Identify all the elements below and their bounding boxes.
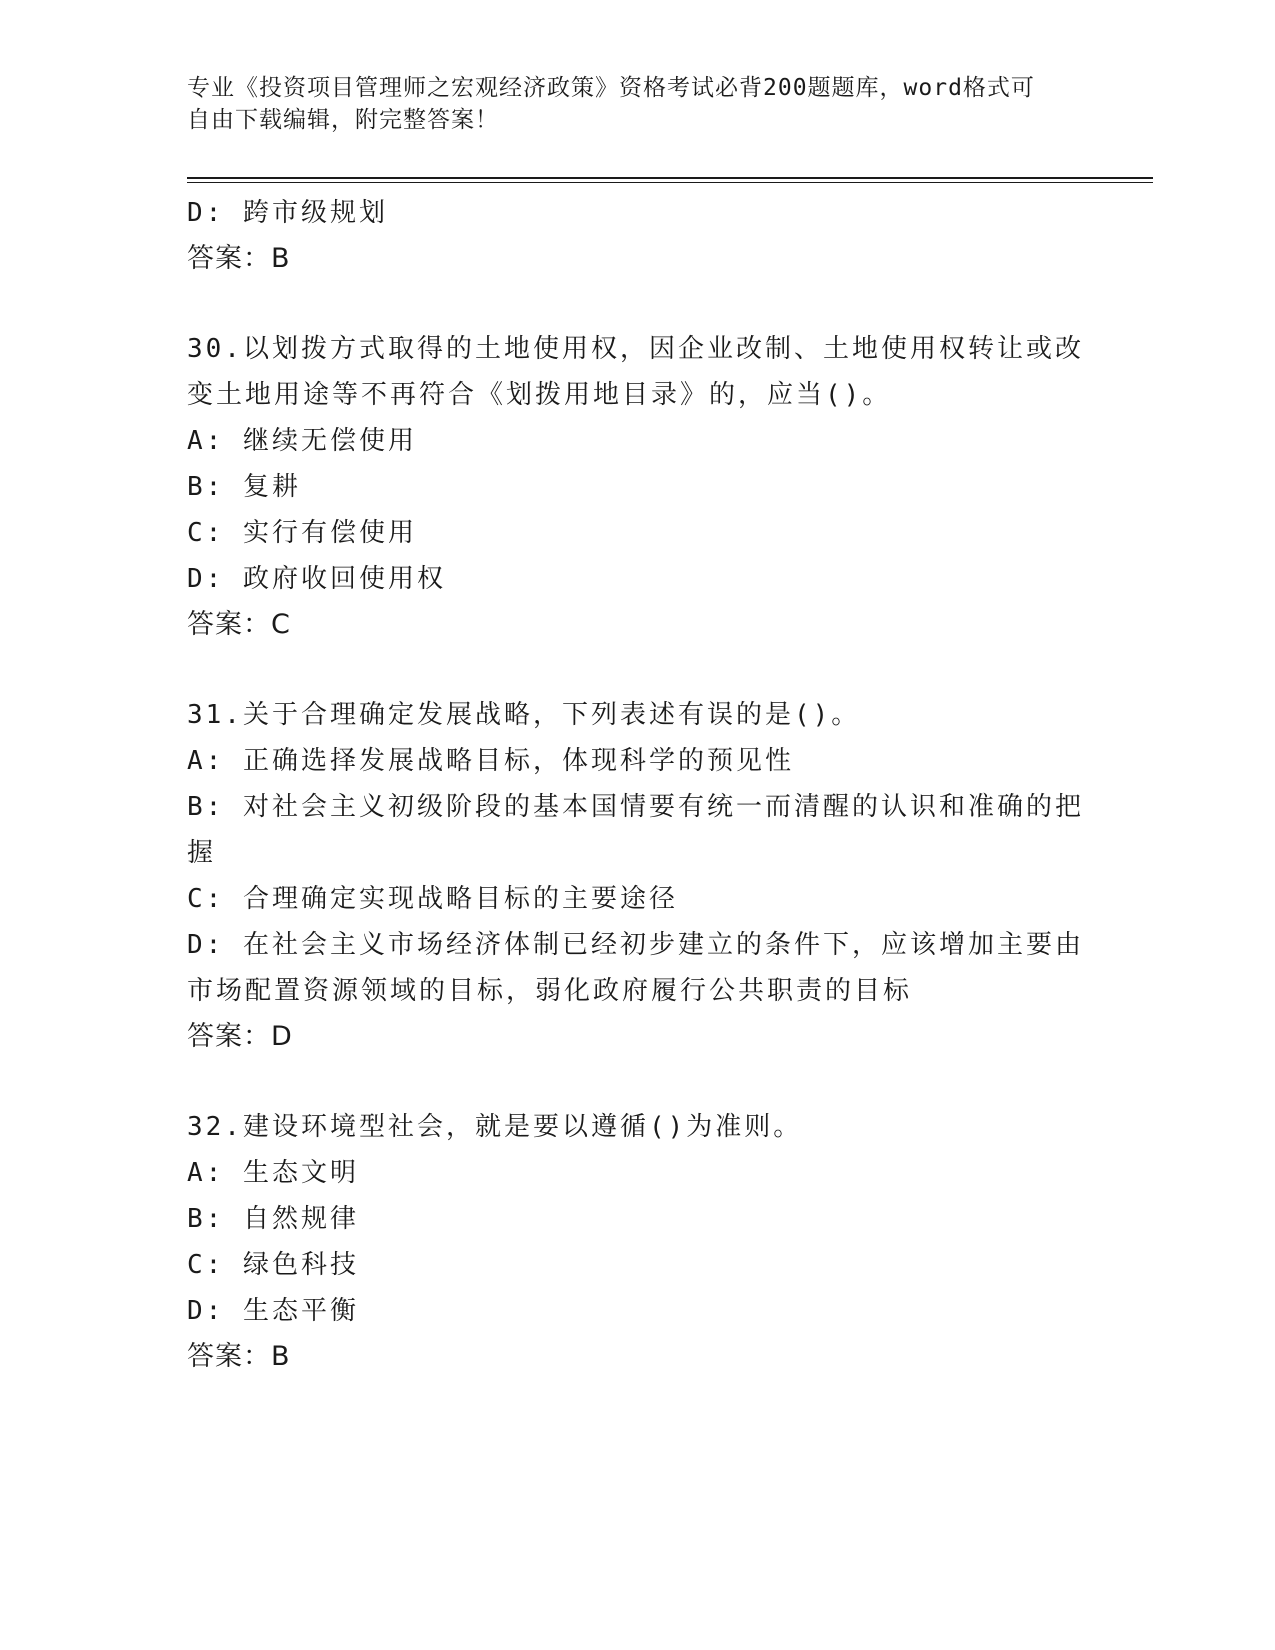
header-line: 专业《投资项目管理师之宏观经济政策》资格考试必背200题题库，word格式可 [187,75,1035,101]
option-a: A: 生态文明 [187,1158,359,1188]
answer: 答案：D [187,1021,293,1052]
option-d: D: 在社会主义市场经济体制已经初步建立的条件下，应该增加主要由 [187,930,1084,960]
option-c: C: 实行有偿使用 [187,518,417,548]
option-b: B: 自然规律 [187,1204,359,1234]
header-divider [187,177,1153,179]
spacer [187,648,1087,692]
question-31 [187,692,1087,1060]
option-b-continued: 握 [187,838,217,868]
question-29-tail [187,190,1087,282]
option-a: A: 正确选择发展战略目标，体现科学的预见性 [187,746,794,776]
option-d: D: 生态平衡 [187,1296,359,1326]
question-stem: 31.关于合理确定发展战略，下列表述有误的是()。 [187,700,861,730]
option-c: C: 绿色科技 [187,1250,359,1280]
option-b: B: 对社会主义初级阶段的基本国情要有统一而清醒的认识和准确的把 [187,792,1084,822]
header-divider-thin [187,182,1153,183]
spacer [187,1060,1087,1104]
question-stem: 变土地用途等不再符合《划拨用地目录》的，应当()。 [187,380,892,410]
option-d-continued: 市场配置资源领域的目标，弱化政府履行公共职责的目标 [187,976,913,1006]
option-b: B: 复耕 [187,472,301,502]
answer: 答案：B [187,1341,291,1372]
answer: 答案：C [187,609,291,640]
option-d: D: 跨市级规划 [187,198,388,228]
document-header [187,72,1067,136]
option-a: A: 继续无偿使用 [187,426,417,456]
question-list [187,190,1087,1380]
question-32 [187,1104,1087,1380]
spacer [187,282,1087,326]
header-line: 自由下载编辑，附完整答案！ [187,107,499,133]
option-d: D: 政府收回使用权 [187,564,446,594]
question-stem: 30.以划拨方式取得的土地使用权，因企业改制、土地使用权转让或改 [187,334,1084,364]
question-30 [187,326,1087,648]
question-stem: 32.建设环境型社会，就是要以遵循()为准则。 [187,1112,803,1142]
option-c: C: 合理确定实现战略目标的主要途径 [187,884,678,914]
answer: 答案：B [187,243,291,274]
